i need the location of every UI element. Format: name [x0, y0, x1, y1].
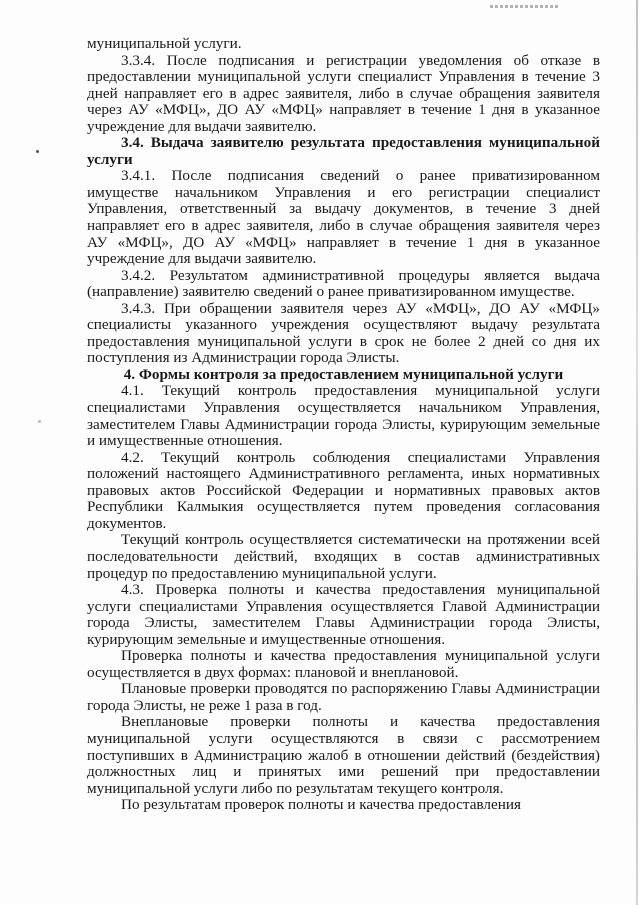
section-heading-3-4: 3.4. Выдача заявителю результата предоставления муниципальной услуги	[87, 134, 600, 168]
paragraph-3-4-3: 3.4.3. При обращении заявителя через АУ «МФЦ», ДО АУ «МФЦ» специалисты указанного учреждения осуществляют выдачу результата предоставления муниципальной услуги в срок не более 2 дней со дня их поступления из Администрации города Элисты.	[87, 299, 600, 367]
scan-artifact-dot	[36, 150, 39, 153]
paragraph-planned-checks: Плановые проверки проводятся по распоряжению Главы Администрации города Элисты, не реже 1 раза в год.	[87, 680, 600, 714]
paragraph-3-4-2: 3.4.2. Результатом административной процедуры является выдача (направление) заявителю сведений о ранее приватизированном имуществе.	[87, 266, 600, 301]
paragraph-4-1: 4.1. Текущий контроль предоставления муниципальной услуги специалистами Управления осуществляется начальником Управления, заместителем Главы Администрации города Элисты, курирующим земельные и имущественные отношения.	[87, 382, 600, 450]
scan-artifact-top	[490, 5, 560, 8]
scan-artifact-edge	[636, 0, 638, 905]
paragraph-continuation: муниципальной услуги.	[87, 35, 242, 52]
section-heading-4: 4. Формы контроля за предоставлением муниципальной услуги	[123, 365, 564, 383]
paragraph-3-4-1: 3.4.1. После подписания сведений о ранее приватизированном имуществе начальником Управления и его регистрации специалист Управления, ответственный за выдачу документов, в течение 3 дней направляет его в адрес заявителя, либо в случае обращения заявителя через АУ «МФЦ», ДО АУ «МФЦ» направляет в течение 1 дня в указанное учреждение для выдачи заявителю.	[87, 167, 600, 268]
paragraph-3-3-4: 3.3.4. После подписания и регистрации уведомления об отказе в предоставлении муниципальной услуги специалист Управления в течение 3 дней направляет его в адрес заявителя, либо в случае обращения заявителя через АУ «МФЦ», ДО АУ «МФЦ» направляет в течение 1 дня в указанное учреждение для выдачи заявителю.	[87, 51, 600, 135]
document-body	[87, 36, 600, 814]
paragraph-4-3: 4.3. Проверка полноты и качества предоставления муниципальной услуги специалистами Управления осуществляется Главой Администрации города Элисты, заместителем Главы Администрации города Элисты, курирующим земельные и имущественные отношения.	[87, 581, 600, 648]
paragraph-results: По результатам проверок полноты и качества предоставления	[121, 796, 521, 814]
paragraph-current-control: Текущий контроль осуществляется систематически на протяжении всей последовательности действий, входящих в состав административных процедур по предоставлению муниципальной услуги.	[87, 531, 600, 582]
scan-artifact-dot	[38, 420, 41, 423]
paragraph-check-forms: Проверка полноты и качества предоставления муниципальной услуги осуществляется в двух формах: плановой и внеплановой.	[87, 647, 600, 681]
paragraph-4-2: 4.2. Текущий контроль соблюдения специалистами Управления положений настоящего Административного регламента, иных нормативных правовых актов Российской Федерации и нормативных правовых актов Республики Калмыкия осуществляется путем проведения согласования документов.	[87, 448, 600, 532]
paragraph-unplanned-checks: Внеплановые проверки полноты и качества предоставления муниципальной услуги осуществляются в связи с рассмотрением поступивших в Администрацию жалоб в отношении действий (бездействия) должностных лиц и принятых ими решений при предоставлении муниципальной услуги либо по результатам текущего контроля.	[87, 713, 600, 797]
